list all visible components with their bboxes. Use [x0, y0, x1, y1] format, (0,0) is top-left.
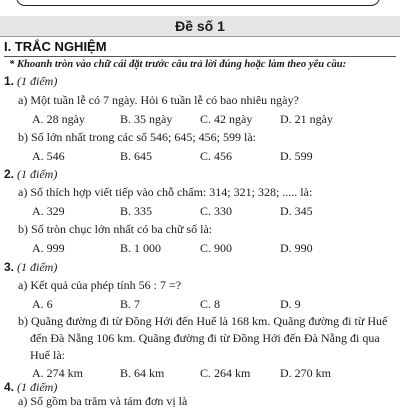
question-heading — [4, 260, 57, 275]
question-points: (1 điểm) — [17, 74, 58, 88]
answer-option[interactable]: C. 330 — [200, 204, 233, 218]
question-number: 2. — [4, 167, 15, 181]
sub-question-line: đến Đà Nẵng 106 km. Quãng đường đi từ Đồng Hới đến Đà Nẵng đi qua — [30, 331, 380, 345]
instruction-text: * Khoanh tròn vào chữ cái đặt trước câu trả lời đúng hoặc làm theo yêu cầu: — [9, 59, 347, 70]
answer-option[interactable]: B. 64 km — [120, 366, 165, 380]
cut-off-sub-question: a) Số gồm ba trăm và tám đơn vị là — [18, 394, 188, 408]
answer-option[interactable]: A. 329 — [32, 204, 65, 218]
answer-option[interactable]: D. 9 — [280, 297, 301, 311]
top-frame-decoration — [16, 0, 380, 6]
answer-option[interactable]: C. 42 ngày — [200, 112, 253, 126]
sub-question: b) Số tròn chục lớn nhất có ba chữ số là: — [18, 222, 213, 236]
question-points: (1 điểm) — [17, 260, 58, 274]
answer-option[interactable]: A. 28 ngày — [32, 112, 85, 126]
answer-option[interactable]: A. 6 — [32, 297, 53, 311]
answer-option[interactable]: C. 8 — [200, 297, 221, 311]
answer-option[interactable]: B. 7 — [120, 297, 141, 311]
answer-option[interactable]: C. 456 — [200, 149, 233, 163]
sub-question: a) Số thích hợp viết tiếp vào chỗ chấm: 314; 321; 328; ..... là: — [18, 185, 313, 199]
answer-option[interactable]: B. 1 000 — [120, 241, 162, 255]
question-heading — [4, 74, 57, 89]
title-divider — [0, 36, 400, 37]
answer-option[interactable]: D. 599 — [280, 149, 313, 163]
question-number: 3. — [4, 260, 15, 274]
sub-question-line: Huế là: — [30, 348, 65, 362]
question-heading — [4, 167, 57, 182]
question-points: (1 điểm) — [17, 167, 58, 181]
answer-option[interactable]: B. 335 — [120, 204, 153, 218]
question-points: (1 điểm) — [17, 380, 58, 394]
answer-option[interactable]: C. 264 km — [200, 366, 251, 380]
page-title: Đề số 1 — [175, 18, 225, 34]
sub-question-line: b) Quãng đường đi từ Đồng Hới đến Huế là 168 km. Quãng đường đi từ Huế — [18, 314, 388, 328]
answer-option[interactable]: A. 546 — [32, 149, 65, 163]
question-number: 1. — [4, 74, 15, 88]
answer-option[interactable]: D. 990 — [280, 241, 313, 255]
sub-question: a) Kết quả của phép tính 56 : 7 =? — [18, 278, 182, 292]
answer-option[interactable]: D. 21 ngày — [280, 112, 333, 126]
answer-option[interactable]: B. 645 — [120, 149, 153, 163]
sub-question: b) Số lớn nhất trong các số 546; 645; 456; 599 là: — [18, 130, 256, 144]
answer-option[interactable]: A. 999 — [32, 241, 65, 255]
answer-option[interactable]: D. 345 — [280, 204, 313, 218]
answer-option[interactable]: D. 270 km — [280, 366, 331, 380]
question-number: 4. — [4, 380, 15, 394]
answer-option[interactable]: A. 274 km — [32, 366, 83, 380]
answer-option[interactable]: B. 35 ngày — [120, 112, 173, 126]
sub-question: a) Một tuần lễ có 7 ngày. Hỏi 6 tuần lễ có bao nhiêu ngày? — [18, 93, 299, 107]
answer-option[interactable]: C. 900 — [200, 241, 233, 255]
section-heading: I. TRẮC NGHIỆM — [4, 39, 107, 54]
question-heading — [4, 380, 57, 395]
